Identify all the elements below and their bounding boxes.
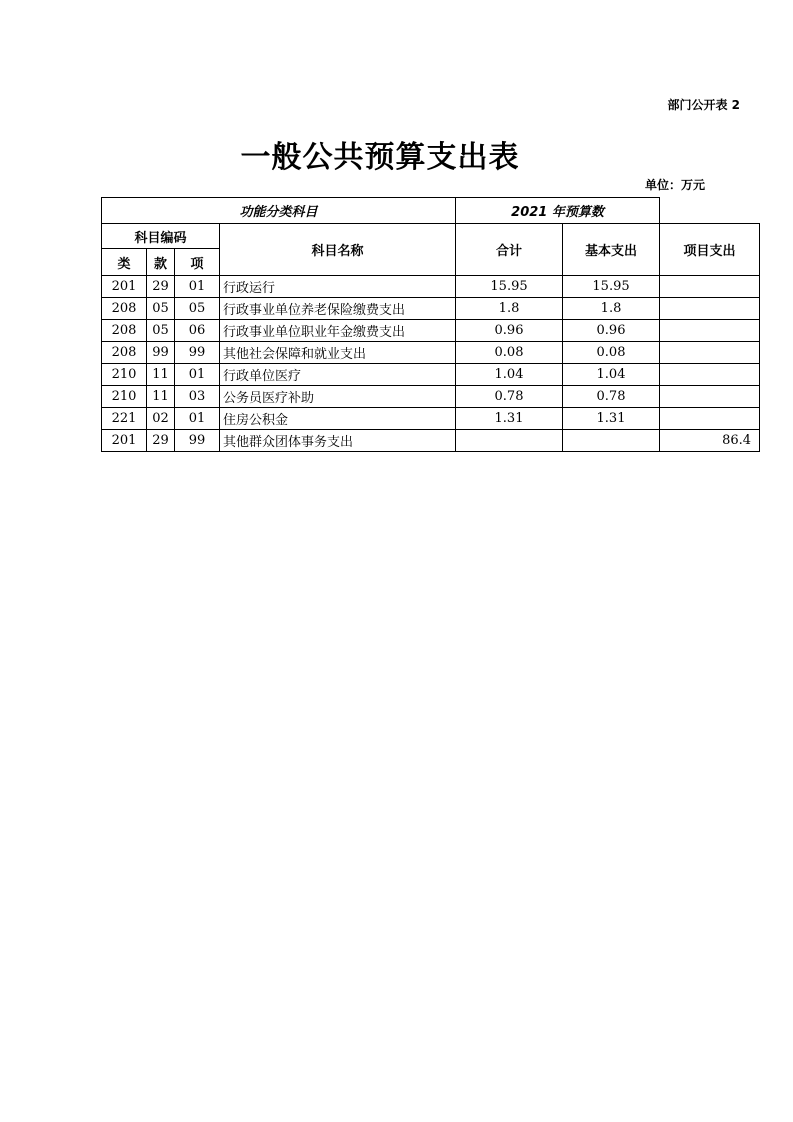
project-expense-cell bbox=[660, 342, 760, 364]
project-expense-cell bbox=[660, 386, 760, 408]
header-row bbox=[102, 224, 760, 249]
page-title: 一般公共预算支出表 bbox=[240, 140, 520, 175]
class-code-cell: 210 bbox=[102, 364, 147, 386]
total-cell: 0.96 bbox=[456, 320, 563, 342]
total-cell: 1.8 bbox=[456, 298, 563, 320]
table-row bbox=[102, 386, 760, 408]
total-cell: 15.95 bbox=[456, 276, 563, 298]
section-code-cell: 02 bbox=[147, 408, 175, 430]
table-row bbox=[102, 364, 760, 386]
table-row bbox=[102, 430, 760, 452]
section-code-cell: 11 bbox=[147, 386, 175, 408]
total-header: 合计 bbox=[456, 224, 563, 276]
item-code-cell: 99 bbox=[175, 430, 220, 452]
subject-name-cell: 行政单位医疗 bbox=[220, 364, 456, 386]
table-row bbox=[102, 320, 760, 342]
item-header: 项 bbox=[175, 249, 220, 276]
basic-expense-header: 基本支出 bbox=[563, 224, 660, 276]
project-expense-header: 项目支出 bbox=[660, 224, 760, 276]
subject-name-cell: 行政运行 bbox=[220, 276, 456, 298]
basic-expense-cell: 1.04 bbox=[563, 364, 660, 386]
header-notch bbox=[660, 198, 760, 224]
section-code-cell: 29 bbox=[147, 430, 175, 452]
basic-expense-cell: 0.08 bbox=[563, 342, 660, 364]
class-header: 类 bbox=[102, 249, 147, 276]
functional-group-header: 功能分类科目 bbox=[102, 198, 456, 224]
item-code-cell: 06 bbox=[175, 320, 220, 342]
total-cell: 0.08 bbox=[456, 342, 563, 364]
basic-expense-cell: 1.8 bbox=[563, 298, 660, 320]
item-code-cell: 01 bbox=[175, 276, 220, 298]
section-code-cell: 05 bbox=[147, 298, 175, 320]
budget-table bbox=[101, 197, 760, 452]
code-group-header: 科目编码 bbox=[102, 224, 220, 249]
total-cell: 1.31 bbox=[456, 408, 563, 430]
subject-name-cell: 行政事业单位职业年金缴费支出 bbox=[220, 320, 456, 342]
basic-expense-cell: 15.95 bbox=[563, 276, 660, 298]
section-code-cell: 99 bbox=[147, 342, 175, 364]
section-header: 款 bbox=[147, 249, 175, 276]
class-code-cell: 201 bbox=[102, 276, 147, 298]
project-expense-cell: 86.4 bbox=[660, 430, 760, 452]
unit-label: 单位：万元 bbox=[644, 178, 705, 192]
project-expense-cell bbox=[660, 408, 760, 430]
section-code-cell: 29 bbox=[147, 276, 175, 298]
budget-group-header: 2021 年预算数 bbox=[456, 198, 660, 224]
table-row bbox=[102, 408, 760, 430]
item-code-cell: 01 bbox=[175, 408, 220, 430]
table-row bbox=[102, 276, 760, 298]
item-code-cell: 05 bbox=[175, 298, 220, 320]
total-cell: 0.78 bbox=[456, 386, 563, 408]
subject-name-cell: 行政事业单位养老保险缴费支出 bbox=[220, 298, 456, 320]
item-code-cell: 03 bbox=[175, 386, 220, 408]
subject-name-cell: 住房公积金 bbox=[220, 408, 456, 430]
item-code-cell: 99 bbox=[175, 342, 220, 364]
class-code-cell: 221 bbox=[102, 408, 147, 430]
item-code-cell: 01 bbox=[175, 364, 220, 386]
class-code-cell: 201 bbox=[102, 430, 147, 452]
subject-name-header: 科目名称 bbox=[220, 224, 456, 276]
total-cell bbox=[456, 430, 563, 452]
basic-expense-cell: 1.31 bbox=[563, 408, 660, 430]
section-code-cell: 05 bbox=[147, 320, 175, 342]
subject-name-cell: 其他群众团体事务支出 bbox=[220, 430, 456, 452]
basic-expense-cell: 0.78 bbox=[563, 386, 660, 408]
class-code-cell: 208 bbox=[102, 342, 147, 364]
table-row bbox=[102, 298, 760, 320]
total-cell: 1.04 bbox=[456, 364, 563, 386]
class-code-cell: 208 bbox=[102, 320, 147, 342]
header-group-row bbox=[102, 198, 760, 224]
class-code-cell: 210 bbox=[102, 386, 147, 408]
class-code-cell: 208 bbox=[102, 298, 147, 320]
basic-expense-cell bbox=[563, 430, 660, 452]
project-expense-cell bbox=[660, 276, 760, 298]
project-expense-cell bbox=[660, 298, 760, 320]
project-expense-cell bbox=[660, 364, 760, 386]
basic-expense-cell: 0.96 bbox=[563, 320, 660, 342]
subject-name-cell: 公务员医疗补助 bbox=[220, 386, 456, 408]
section-code-cell: 11 bbox=[147, 364, 175, 386]
table-row bbox=[102, 342, 760, 364]
project-expense-cell bbox=[660, 320, 760, 342]
sheet-label: 部门公开表 2 bbox=[667, 98, 740, 112]
subject-name-cell: 其他社会保障和就业支出 bbox=[220, 342, 456, 364]
